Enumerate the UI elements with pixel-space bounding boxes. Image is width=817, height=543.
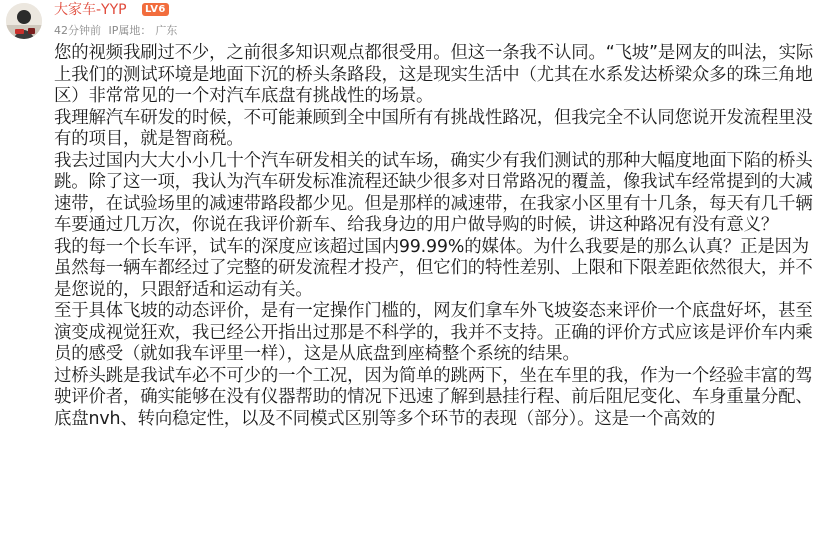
ip-location-value: 广东 (155, 24, 178, 37)
comment-paragraph: 我的每一个长车评，试车的深度应该超过国内99.99%的媒体。为什么我要是的那么认真？正是因为虽然每一辆车都经过了完整的研发流程才投产，但它们的特性差别、上限和下限差距依然很大，并不是您说的，只跟舒适和运动有关。 (54, 236, 813, 300)
user-avatar[interactable] (6, 3, 42, 39)
comment-meta (54, 23, 177, 38)
avatar-image (6, 3, 42, 39)
username[interactable]: 大家车-YYP (54, 2, 127, 18)
ip-location (109, 24, 178, 37)
comment-paragraph: 您的视频我刷过不少，之前很多知识观点都很受用。但这一条我不认同。“飞坡”是网友的叫法，实际上我们的测试环境是地面下沉的桥头条路段，这是现实生活中（尤其在水系发达桥梁众多的珠三角地区）非常常见的一个对汽车底盘有挑战性的场景。 (54, 43, 814, 106)
comment-body (54, 43, 814, 430)
comment-paragraph: 我去过国内大大小小几十个汽车研发相关的试车场，确实少有我们测试的那种大幅度地面下陷的桥头跳。除了这一项，我认为汽车研发标准流程还缺少很多对日常路况的覆盖，像我试车经常提到的大减速带，在试验场里的减速带路段都少见。但是那样的减速带，在我家小区里有十几条，每天有几千辆车要通过几万次，你说在我评价新车、给我身边的用户做导购的时候，讲这种路况有没有意义？ (54, 150, 813, 235)
comment-paragraph: 我理解汽车研发的时候，不可能兼顾到全中国所有有挑战性路况，但我完全不认同您说开发流程里没有的项目，就是智商税。 (54, 107, 813, 149)
comment-paragraph: 至于具体飞坡的动态评价，是有一定操作门槛的，网友们拿车外飞坡姿态来评价一个底盘好坏，甚至演变成视觉狂欢，我已经公开指出过那是不科学的，我并不支持。正确的评价方式应该是评价车内乘员的感受（就如我车评里一样），这是从底盘到座椅整个系统的结果。 (54, 301, 813, 364)
level-badge: LV6 (142, 3, 169, 16)
ip-label: IP属地： (108, 24, 152, 37)
comment-paragraph: 过桥头跳是我试车必不可少的一个工况，因为简单的跳两下，坐在车里的我，作为一个经验丰富的驾驶评价者，确实能够在没有仪器帮助的情况下迅速了解到悬挂行程、前后阻尼变化、车身重量分配、底盘nvh、转向稳定性，以及不同模式区别等多个环节的表现（部分）。这是一个高效的 (54, 365, 813, 429)
comment-time: 42分钟前 (54, 24, 101, 37)
